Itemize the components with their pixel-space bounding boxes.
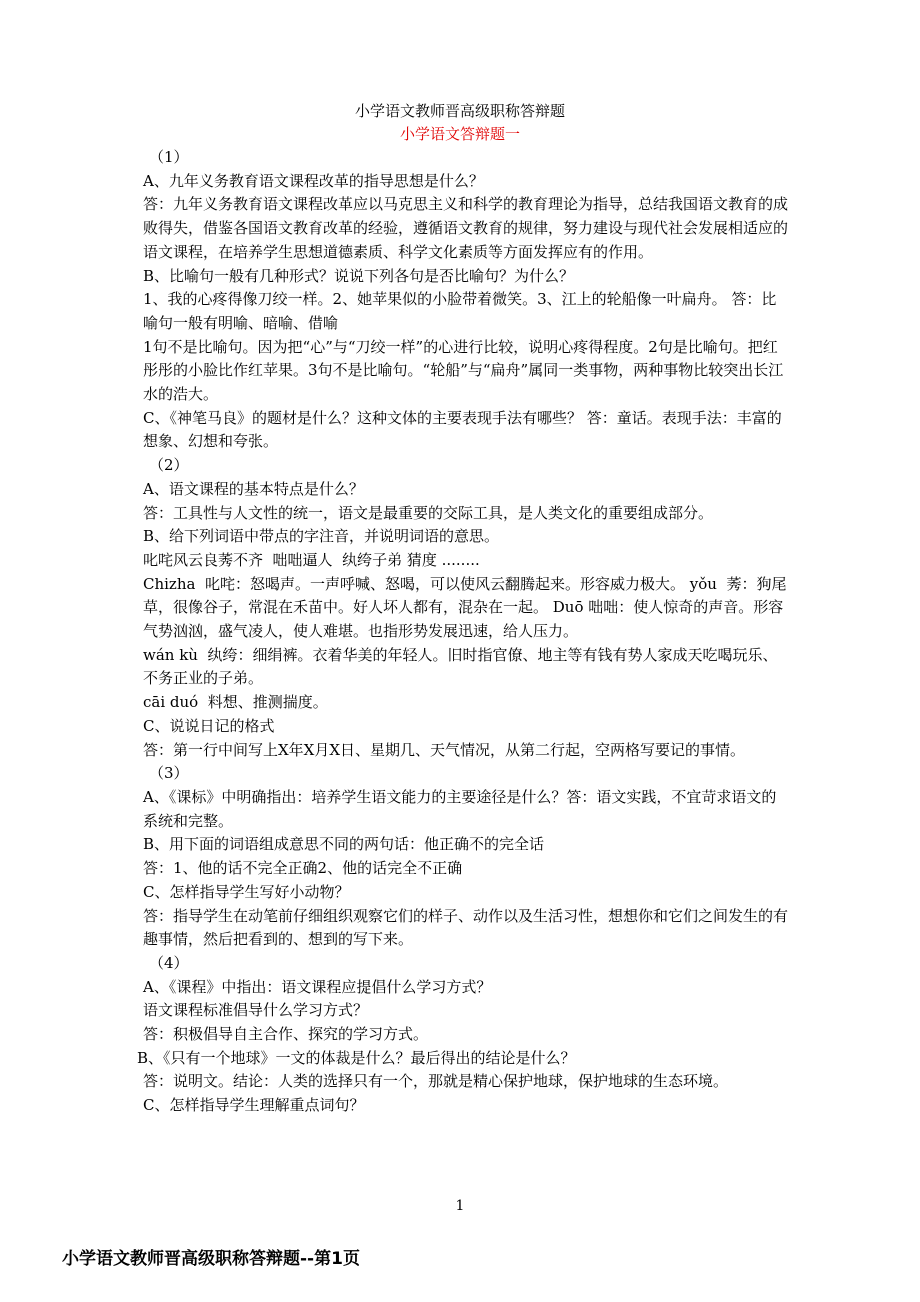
answer-paragraph: 答：指导学生在动笔前仔细组织观察它们的样子、动作以及生活习性，想想你和它们之间发生的有趣事情，然后把看到的、想到的写下来。 <box>143 906 789 949</box>
question-line: C、怎样指导学生写好小动物？ <box>143 882 350 901</box>
question-line: B、《只有一个地球》一文的体裁是什么？最后得出的结论是什么？ <box>137 1048 576 1067</box>
document-body <box>137 146 789 1118</box>
question-line: C、说说日记的格式 <box>143 716 275 735</box>
answer-paragraph: 答：九年义务教育语文课程改革应以马克思主义和科学的教育理论为指导，总结我国语文教育的成败得失，借鉴各国语文教育改革的经验，遵循语文教育的规律，努力建设与现代社会发展相适应的语文课程，在培养学生思想道德素质、科学文化素质等方面发挥应有的作用。 <box>143 195 789 261</box>
answer-paragraph: cāi duó 料想、推测揣度。 <box>143 693 328 712</box>
section-heading-2: （2） <box>149 456 189 475</box>
answer-paragraph: 答：说明文。结论：人类的选择只有一个，那就是精心保护地球，保护地球的生态环境。 <box>143 1072 729 1091</box>
answer-paragraph: 答：第一行中间写上X年X月X日、星期几、天气情况，从第二行起，空两格写要记的事情。 <box>143 740 746 759</box>
section-heading-1: （1） <box>149 148 189 166</box>
document-subtitle: 小学语文答辩题一 <box>399 125 520 143</box>
question-line: A、九年义务教育语文课程改革的指导思想是什么？ <box>143 171 484 190</box>
question-line: B、给下列词语中带点的字注音，并说明词语的意思。 <box>143 527 500 546</box>
answer-paragraph: 答：工具性与人文性的统一，语文是最重要的交际工具，是人类文化的重要组成部分。 <box>143 503 714 522</box>
answer-paragraph: 1、我的心疼得像刀绞一样。2、她苹果似的小脸带着微笑。3、江上的轮船像一叶扁舟。 答：比喻句一般有明喻、暗喻、借喻 <box>143 290 777 332</box>
answer-paragraph: Chizha 叱咤：怒喝声。一声呼喊、怒喝，可以使风云翻腾起来。形容威力极大。 yǒu 莠：狗尾草，很像谷子，常混在禾苗中。好人坏人都有，混杂在一起。 Duō 咄咄：使人惊奇的声音。形容气势汹汹，盛气凌人，使人难堪。也指形势发展迅速，给人压力。 <box>143 574 787 641</box>
question-line: A、《课程》中指出：语文课程应提倡什么学习方式？ <box>143 977 492 996</box>
question-line: C、怎样指导学生理解重点词句？ <box>143 1096 365 1115</box>
question-line: 语文课程标准倡导什么学习方式？ <box>143 1001 369 1020</box>
question-line: B、比喻句一般有几种形式？说说下列各句是否比喻句？为什么？ <box>143 266 575 285</box>
word-list: 叱咤风云良莠不齐 咄咄逼人 纨绔子弟 猜度 ........ <box>143 550 480 569</box>
answer-paragraph: 答：1、他的话不完全正确2、他的话完全不正确 <box>143 859 463 878</box>
page-footer: 小学语文教师晋高级职称答辩题--第1页 <box>62 1249 360 1269</box>
answer-paragraph: 1句不是比喻句。因为把“心”与“刀绞一样”的心进行比较，说明心疼得程度。2句是比喻句。把红彤彤的小脸比作红苹果。3句不是比喻句。“轮船”与“扁舟”属同一类事物，两种事物比较突出长江水的浩大。 <box>143 337 784 404</box>
answer-paragraph: wán kù 纨绔：细绢裤。衣着华美的年轻人。旧时指官僚、地主等有钱有势人家成天吃喝玩乐、不务正业的子弟。 <box>143 645 778 688</box>
question-line: C、《神笔马良》的题材是什么？这种文体的主要表现手法有哪些？ 答：童话。表现手法：丰富的想象、幻想和夸张。 <box>143 408 782 451</box>
document-title: 小学语文教师晋高级职称答辩题 <box>354 102 565 120</box>
answer-paragraph: 答：积极倡导自主合作、探究的学习方式。 <box>143 1025 429 1044</box>
question-line: A、语文课程的基本特点是什么？ <box>143 479 364 498</box>
question-line: A、《课标》中明确指出：培养学生语文能力的主要途径是什么？答：语文实践，不宜苛求语文的系统和完整。 <box>143 787 777 830</box>
section-heading-4: （4） <box>149 953 189 972</box>
page-number: 1 <box>455 1198 465 1214</box>
question-line: B、用下面的词语组成意思不同的两句话：他正确不的完全话 <box>143 835 545 854</box>
section-heading-3: （3） <box>149 764 189 783</box>
